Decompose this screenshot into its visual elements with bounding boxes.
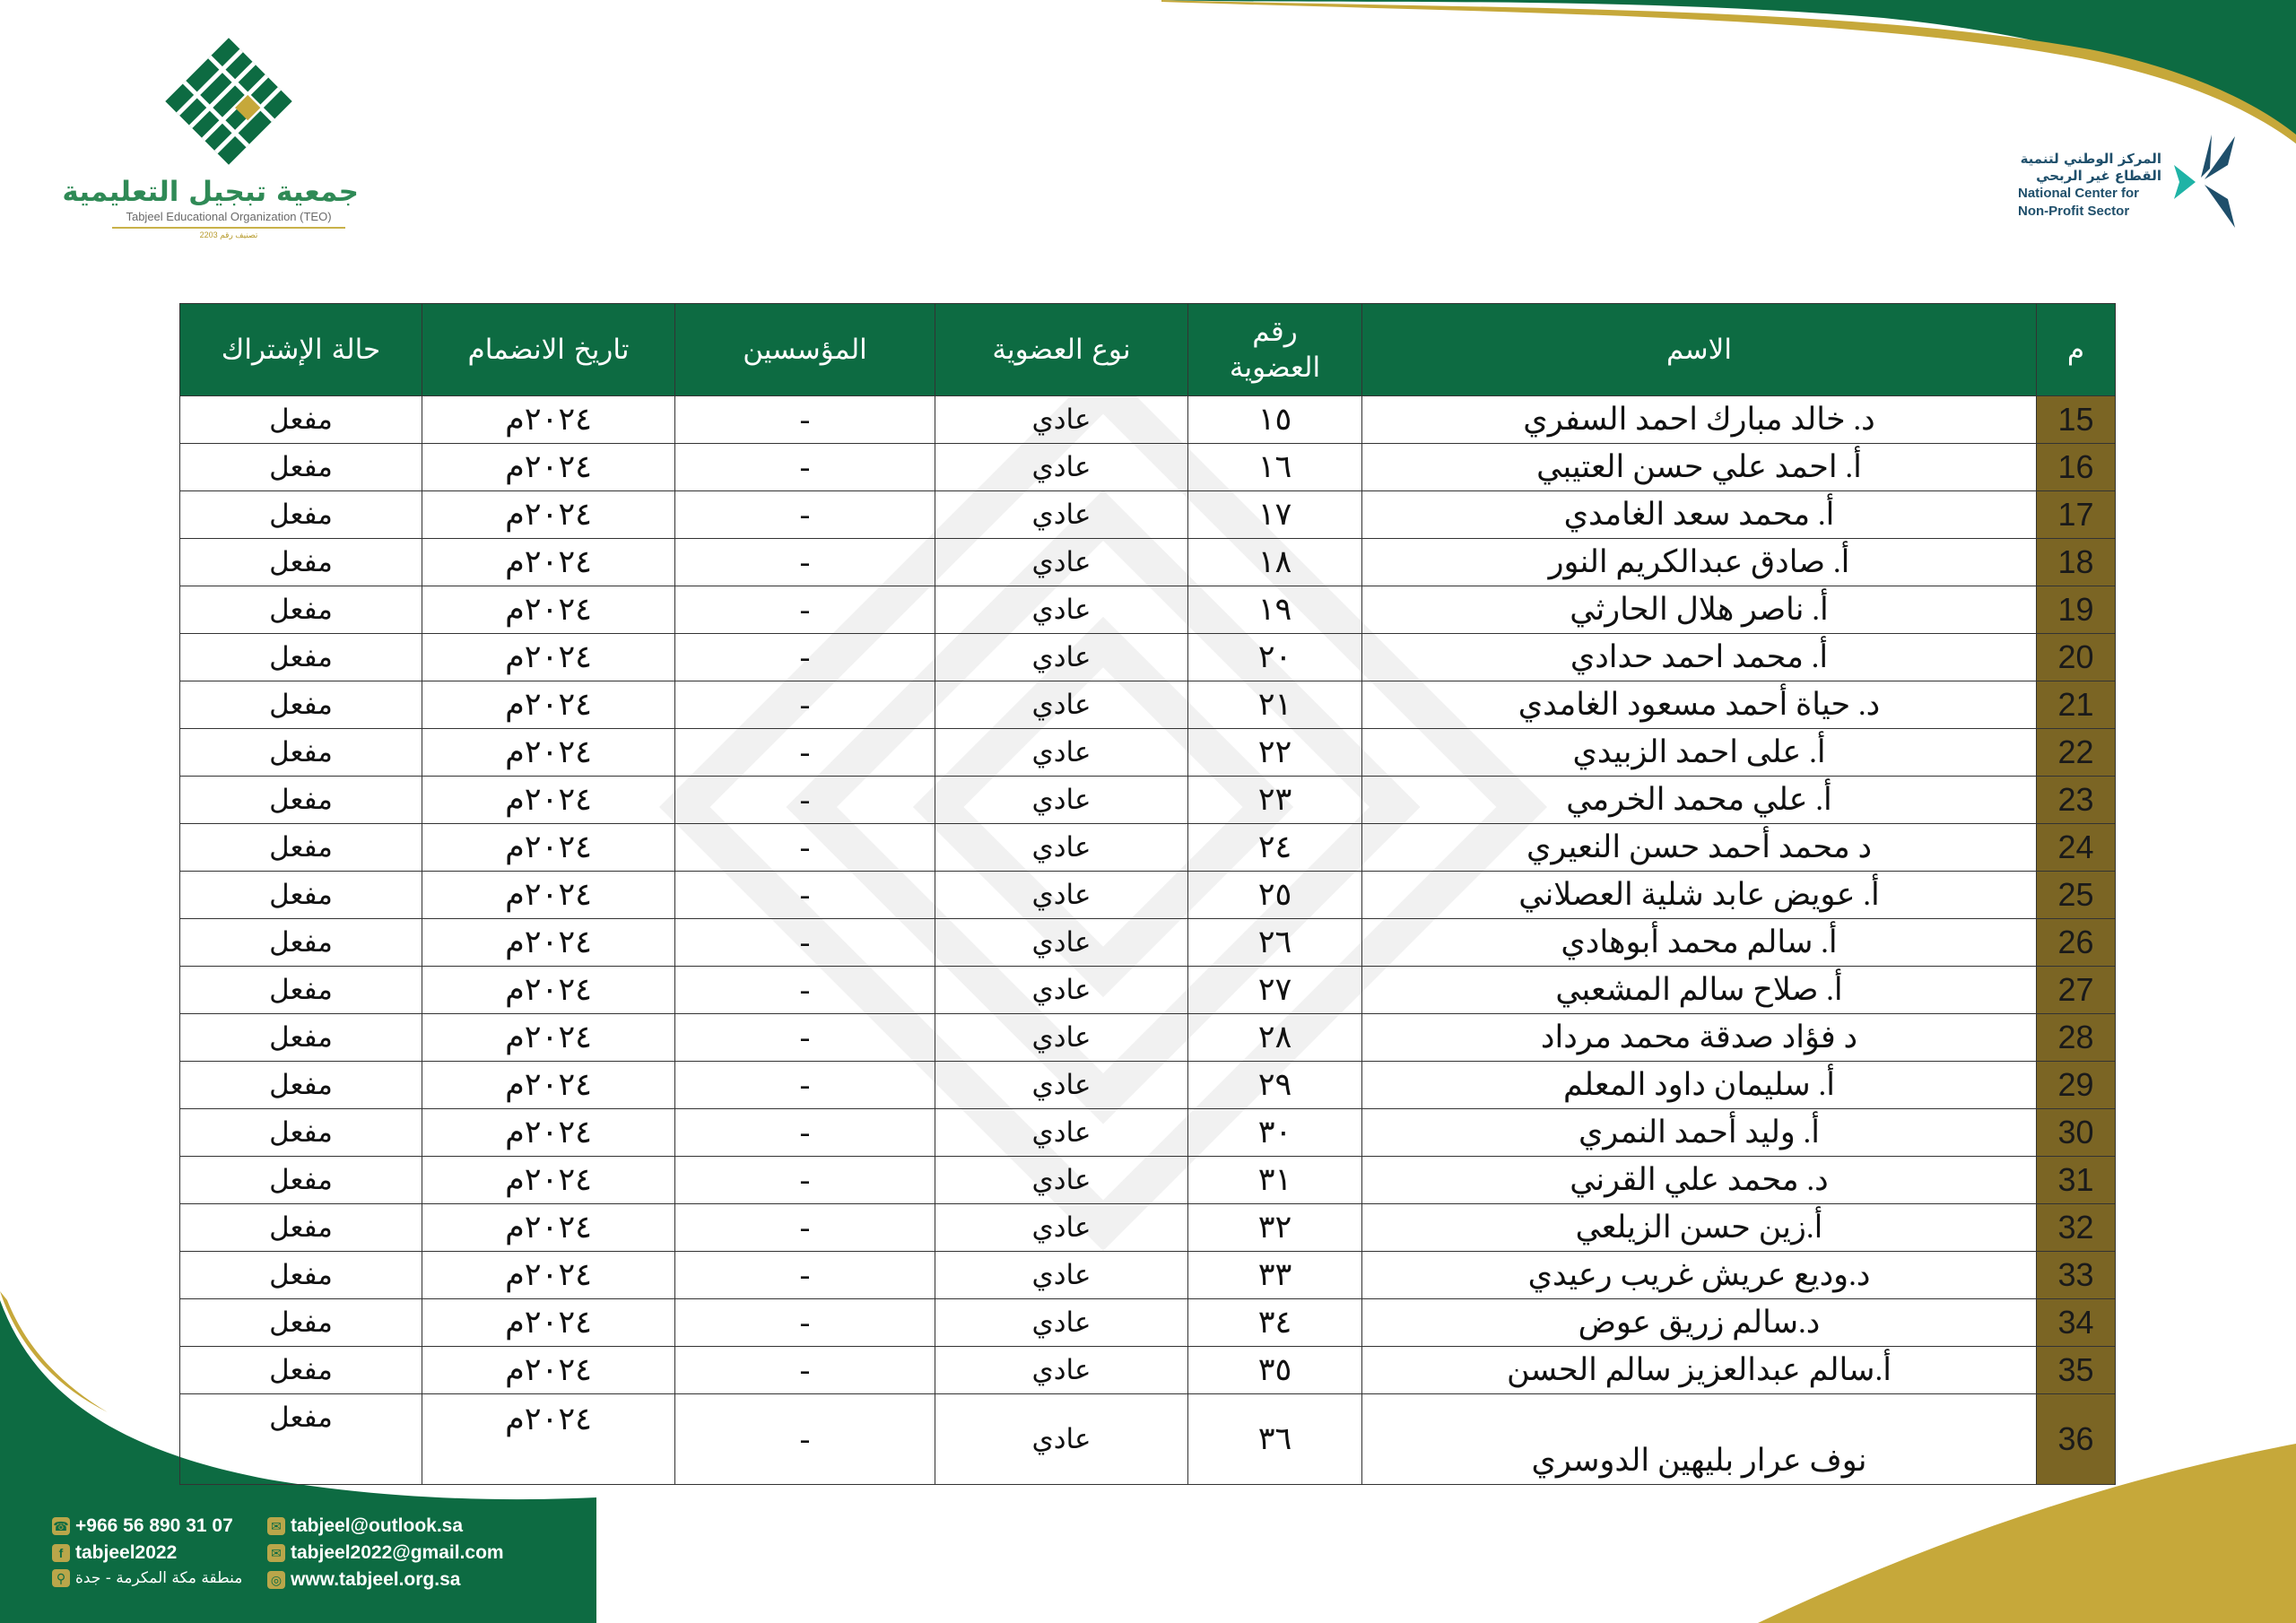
join-date: ٢٠٢٤م bbox=[422, 1394, 675, 1485]
row-no: 23 bbox=[2037, 777, 2116, 824]
subscription-status: مفعل bbox=[180, 396, 422, 444]
member-number: ٢٤ bbox=[1188, 824, 1362, 872]
contact-social bbox=[52, 1542, 177, 1564]
contact-website bbox=[267, 1569, 460, 1591]
ncnp-logo bbox=[2018, 133, 2242, 231]
row-no: 16 bbox=[2037, 444, 2116, 491]
row-no: 36 bbox=[2037, 1394, 2116, 1485]
logo-name-ar: جمعية تبجيل التعليمية bbox=[62, 176, 359, 208]
row-no: 18 bbox=[2037, 539, 2116, 586]
membership-type: عادي bbox=[935, 824, 1188, 872]
row-no: 20 bbox=[2037, 634, 2116, 681]
member-number: ١٩ bbox=[1188, 586, 1362, 634]
table-row bbox=[180, 1157, 2116, 1204]
subscription-status: مفعل bbox=[180, 777, 422, 824]
founders-cell: - bbox=[675, 919, 935, 967]
contact-address bbox=[52, 1569, 242, 1587]
membership-type: عادي bbox=[935, 1394, 1188, 1485]
join-date: ٢٠٢٤م bbox=[422, 824, 675, 872]
member-name: أ.زين حسن الزيلعي bbox=[1362, 1204, 2037, 1252]
row-no: 35 bbox=[2037, 1347, 2116, 1394]
join-date: ٢٠٢٤م bbox=[422, 634, 675, 681]
logo-registration: تصنيف رقم 2203 bbox=[112, 227, 345, 241]
members-table bbox=[179, 303, 2116, 1485]
header-founders: المؤسسين bbox=[675, 304, 935, 396]
membership-type: عادي bbox=[935, 1062, 1188, 1109]
member-name: أ. ناصر هلال الحارثي bbox=[1362, 586, 2037, 634]
header-type: نوع العضوية bbox=[935, 304, 1188, 396]
member-name: د. خالد مبارك احمد السفري bbox=[1362, 396, 2037, 444]
member-number: ٢٢ bbox=[1188, 729, 1362, 777]
member-name: أ. محمد سعد الغامدي bbox=[1362, 491, 2037, 539]
subscription-status: مفعل bbox=[180, 586, 422, 634]
join-date: ٢٠٢٤م bbox=[422, 967, 675, 1014]
social-icons: f bbox=[52, 1544, 70, 1562]
email2-text: tabjeel2022@gmail.com bbox=[291, 1542, 504, 1563]
member-number: ١٦ bbox=[1188, 444, 1362, 491]
founders-cell: - bbox=[675, 539, 935, 586]
subscription-status: مفعل bbox=[180, 1299, 422, 1347]
member-number: ١٨ bbox=[1188, 539, 1362, 586]
founders-cell: - bbox=[675, 1204, 935, 1252]
table-row bbox=[180, 1252, 2116, 1299]
founders-cell: - bbox=[675, 634, 935, 681]
header-member-no bbox=[1188, 304, 1362, 396]
founders-cell: - bbox=[675, 444, 935, 491]
founders-cell: - bbox=[675, 1347, 935, 1394]
table-row bbox=[180, 1109, 2116, 1157]
table-header-row bbox=[180, 304, 2116, 396]
member-number: ٣١ bbox=[1188, 1157, 1362, 1204]
row-no: 15 bbox=[2037, 396, 2116, 444]
table-row bbox=[180, 1014, 2116, 1062]
website-text: www.tabjeel.org.sa bbox=[291, 1569, 461, 1590]
membership-type: عادي bbox=[935, 729, 1188, 777]
join-date: ٢٠٢٤م bbox=[422, 586, 675, 634]
row-no: 31 bbox=[2037, 1157, 2116, 1204]
header-status: حالة الإشتراك bbox=[180, 304, 422, 396]
table-row bbox=[180, 1299, 2116, 1347]
member-name: د. محمد علي القرني bbox=[1362, 1157, 2037, 1204]
subscription-status: مفعل bbox=[180, 444, 422, 491]
member-name: أ. عويض عابد شلية العصلاني bbox=[1362, 872, 2037, 919]
founders-cell: - bbox=[675, 1252, 935, 1299]
globe-icon: ◎ bbox=[267, 1571, 285, 1589]
contact-email2 bbox=[267, 1542, 504, 1564]
table-row bbox=[180, 634, 2116, 681]
founders-cell: - bbox=[675, 967, 935, 1014]
membership-type: عادي bbox=[935, 491, 1188, 539]
header-member-no-line2: العضوية bbox=[1229, 352, 1321, 384]
member-name: أ. صلاح سالم المشعبي bbox=[1362, 967, 2037, 1014]
join-date: ٢٠٢٤م bbox=[422, 1109, 675, 1157]
subscription-status: مفعل bbox=[180, 1204, 422, 1252]
table-row bbox=[180, 777, 2116, 824]
member-name: د.سالم زريق عوض bbox=[1362, 1299, 2037, 1347]
row-no: 29 bbox=[2037, 1062, 2116, 1109]
member-number: ١٥ bbox=[1188, 396, 1362, 444]
subscription-status: مفعل bbox=[180, 824, 422, 872]
table-row bbox=[180, 824, 2116, 872]
tabjeel-lattice-logo-icon bbox=[161, 34, 296, 169]
member-name: نوف عرار بليهين الدوسري bbox=[1362, 1394, 2037, 1485]
member-name: أ. على احمد الزبيدي bbox=[1362, 729, 2037, 777]
subscription-status: مفعل bbox=[180, 1157, 422, 1204]
membership-type: عادي bbox=[935, 539, 1188, 586]
phone-text: +966 56 890 31 07 bbox=[75, 1515, 233, 1536]
join-date: ٢٠٢٤م bbox=[422, 444, 675, 491]
ncnp-star-icon bbox=[2169, 133, 2242, 231]
ncnp-name-en-1: National Center for bbox=[2018, 186, 2140, 201]
member-name: أ. علي محمد الخرمي bbox=[1362, 777, 2037, 824]
subscription-status: مفعل bbox=[180, 634, 422, 681]
founders-cell: - bbox=[675, 777, 935, 824]
join-date: ٢٠٢٤م bbox=[422, 777, 675, 824]
table-row bbox=[180, 1394, 2116, 1485]
member-number: ٣٠ bbox=[1188, 1109, 1362, 1157]
join-date: ٢٠٢٤م bbox=[422, 1062, 675, 1109]
join-date: ٢٠٢٤م bbox=[422, 1299, 675, 1347]
header-member-no-line1: رقم bbox=[1252, 316, 1298, 348]
join-date: ٢٠٢٤م bbox=[422, 396, 675, 444]
table-row bbox=[180, 729, 2116, 777]
founders-cell: - bbox=[675, 396, 935, 444]
location-pin-icon: ⚲ bbox=[52, 1569, 70, 1587]
member-number: ٣٢ bbox=[1188, 1204, 1362, 1252]
subscription-status: مفعل bbox=[180, 681, 422, 729]
subscription-status: مفعل bbox=[180, 1394, 422, 1485]
phone-icon: ☎ bbox=[53, 1519, 69, 1533]
member-name: أ.سالم عبدالعزيز سالم الحسن bbox=[1362, 1347, 2037, 1394]
founders-cell: - bbox=[675, 1394, 935, 1485]
row-no: 17 bbox=[2037, 491, 2116, 539]
membership-type: عادي bbox=[935, 967, 1188, 1014]
member-name: أ. احمد علي حسن العتيبي bbox=[1362, 444, 2037, 491]
tabjeel-logo bbox=[62, 34, 359, 240]
logo-name-en: Tabjeel Educational Organization (TEO) bbox=[126, 210, 332, 223]
subscription-status: مفعل bbox=[180, 1347, 422, 1394]
ncnp-name-en-2: Non-Profit Sector bbox=[2018, 204, 2130, 219]
member-name: أ. وليد أحمد النمري bbox=[1362, 1109, 2037, 1157]
member-name: د محمد أحمد حسن النعيري bbox=[1362, 824, 2037, 872]
address-text: منطقة مكة المكرمة - جدة bbox=[75, 1569, 243, 1587]
contact-phone bbox=[52, 1515, 233, 1537]
table-row bbox=[180, 444, 2116, 491]
contact-email1 bbox=[267, 1515, 463, 1537]
row-no: 33 bbox=[2037, 1252, 2116, 1299]
subscription-status: مفعل bbox=[180, 872, 422, 919]
founders-cell: - bbox=[675, 681, 935, 729]
member-number: ١٧ bbox=[1188, 491, 1362, 539]
row-no: 27 bbox=[2037, 967, 2116, 1014]
founders-cell: - bbox=[675, 586, 935, 634]
join-date: ٢٠٢٤م bbox=[422, 1014, 675, 1062]
join-date: ٢٠٢٤م bbox=[422, 919, 675, 967]
member-number: ٢٠ bbox=[1188, 634, 1362, 681]
subscription-status: مفعل bbox=[180, 967, 422, 1014]
member-number: ٢٦ bbox=[1188, 919, 1362, 967]
subscription-status: مفعل bbox=[180, 919, 422, 967]
member-number: ٢٥ bbox=[1188, 872, 1362, 919]
founders-cell: - bbox=[675, 824, 935, 872]
table-row bbox=[180, 872, 2116, 919]
founders-cell: - bbox=[675, 491, 935, 539]
join-date: ٢٠٢٤م bbox=[422, 1347, 675, 1394]
membership-type: عادي bbox=[935, 1347, 1188, 1394]
member-number: ٣٥ bbox=[1188, 1347, 1362, 1394]
email1-text: tabjeel@outlook.sa bbox=[291, 1515, 464, 1536]
member-name: د. حياة أحمد مسعود الغامدي bbox=[1362, 681, 2037, 729]
header-join-date: تاريخ الانضمام bbox=[422, 304, 675, 396]
subscription-status: مفعل bbox=[180, 539, 422, 586]
membership-type: عادي bbox=[935, 634, 1188, 681]
subscription-status: مفعل bbox=[180, 729, 422, 777]
membership-type: عادي bbox=[935, 396, 1188, 444]
subscription-status: مفعل bbox=[180, 1109, 422, 1157]
membership-type: عادي bbox=[935, 1299, 1188, 1347]
top-right-green-swoosh bbox=[1161, 0, 2296, 143]
member-number: ٢٣ bbox=[1188, 777, 1362, 824]
member-name: أ. صادق عبدالكريم النور bbox=[1362, 539, 2037, 586]
row-no: 26 bbox=[2037, 919, 2116, 967]
ncnp-name-ar-2: القطاع غير الربحي bbox=[2036, 168, 2161, 184]
member-number: ٣٤ bbox=[1188, 1299, 1362, 1347]
founders-cell: - bbox=[675, 872, 935, 919]
membership-type: عادي bbox=[935, 872, 1188, 919]
membership-type: عادي bbox=[935, 919, 1188, 967]
social-text: tabjeel2022 bbox=[75, 1542, 178, 1563]
table-row bbox=[180, 1062, 2116, 1109]
membership-type: عادي bbox=[935, 777, 1188, 824]
email-icon: ✉ bbox=[267, 1517, 285, 1535]
row-no: 32 bbox=[2037, 1204, 2116, 1252]
row-no: 34 bbox=[2037, 1299, 2116, 1347]
join-date: ٢٠٢٤م bbox=[422, 491, 675, 539]
member-number: ٢٩ bbox=[1188, 1062, 1362, 1109]
member-number: ٣٦ bbox=[1188, 1394, 1362, 1485]
membership-type: عادي bbox=[935, 1014, 1188, 1062]
join-date: ٢٠٢٤م bbox=[422, 681, 675, 729]
membership-type: عادي bbox=[935, 1204, 1188, 1252]
subscription-status: مفعل bbox=[180, 1252, 422, 1299]
membership-type: عادي bbox=[935, 1109, 1188, 1157]
header-no: م bbox=[2037, 304, 2116, 396]
membership-type: عادي bbox=[935, 1157, 1188, 1204]
table-row bbox=[180, 967, 2116, 1014]
row-no: 19 bbox=[2037, 586, 2116, 634]
header-name: الاسم bbox=[1362, 304, 2037, 396]
table-row bbox=[180, 919, 2116, 967]
table-row bbox=[180, 1204, 2116, 1252]
ncnp-name-ar-1: المركز الوطني لتنمية bbox=[2020, 151, 2161, 167]
membership-type: عادي bbox=[935, 1252, 1188, 1299]
table-row bbox=[180, 1347, 2116, 1394]
row-no: 22 bbox=[2037, 729, 2116, 777]
row-no: 25 bbox=[2037, 872, 2116, 919]
row-no: 24 bbox=[2037, 824, 2116, 872]
member-name: أ. محمد احمد حدادي bbox=[1362, 634, 2037, 681]
founders-cell: - bbox=[675, 1157, 935, 1204]
table-row bbox=[180, 491, 2116, 539]
founders-cell: - bbox=[675, 1109, 935, 1157]
row-no: 30 bbox=[2037, 1109, 2116, 1157]
member-number: ٣٣ bbox=[1188, 1252, 1362, 1299]
member-number: ٢٧ bbox=[1188, 967, 1362, 1014]
subscription-status: مفعل bbox=[180, 491, 422, 539]
membership-type: عادي bbox=[935, 586, 1188, 634]
member-name: أ. سالم محمد أبوهادي bbox=[1362, 919, 2037, 967]
email-icon: ✉ bbox=[267, 1544, 285, 1562]
membership-type: عادي bbox=[935, 444, 1188, 491]
table-row bbox=[180, 539, 2116, 586]
founders-cell: - bbox=[675, 729, 935, 777]
join-date: ٢٠٢٤م bbox=[422, 539, 675, 586]
table-row bbox=[180, 586, 2116, 634]
contact-info bbox=[52, 1515, 554, 1605]
member-name: د فؤاد صدقة محمد مرداد bbox=[1362, 1014, 2037, 1062]
founders-cell: - bbox=[675, 1299, 935, 1347]
subscription-status: مفعل bbox=[180, 1014, 422, 1062]
table-row bbox=[180, 396, 2116, 444]
member-name: أ. سليمان داود المعلم bbox=[1362, 1062, 2037, 1109]
member-name: د.وديع عريش غريب رعيدي bbox=[1362, 1252, 2037, 1299]
subscription-status: مفعل bbox=[180, 1062, 422, 1109]
member-number: ٢٨ bbox=[1188, 1014, 1362, 1062]
table-row bbox=[180, 681, 2116, 729]
join-date: ٢٠٢٤م bbox=[422, 1157, 675, 1204]
join-date: ٢٠٢٤م bbox=[422, 872, 675, 919]
row-no: 21 bbox=[2037, 681, 2116, 729]
join-date: ٢٠٢٤م bbox=[422, 1204, 675, 1252]
membership-type: عادي bbox=[935, 681, 1188, 729]
join-date: ٢٠٢٤م bbox=[422, 1252, 675, 1299]
founders-cell: - bbox=[675, 1062, 935, 1109]
member-number: ٢١ bbox=[1188, 681, 1362, 729]
join-date: ٢٠٢٤م bbox=[422, 729, 675, 777]
row-no: 28 bbox=[2037, 1014, 2116, 1062]
founders-cell: - bbox=[675, 1014, 935, 1062]
